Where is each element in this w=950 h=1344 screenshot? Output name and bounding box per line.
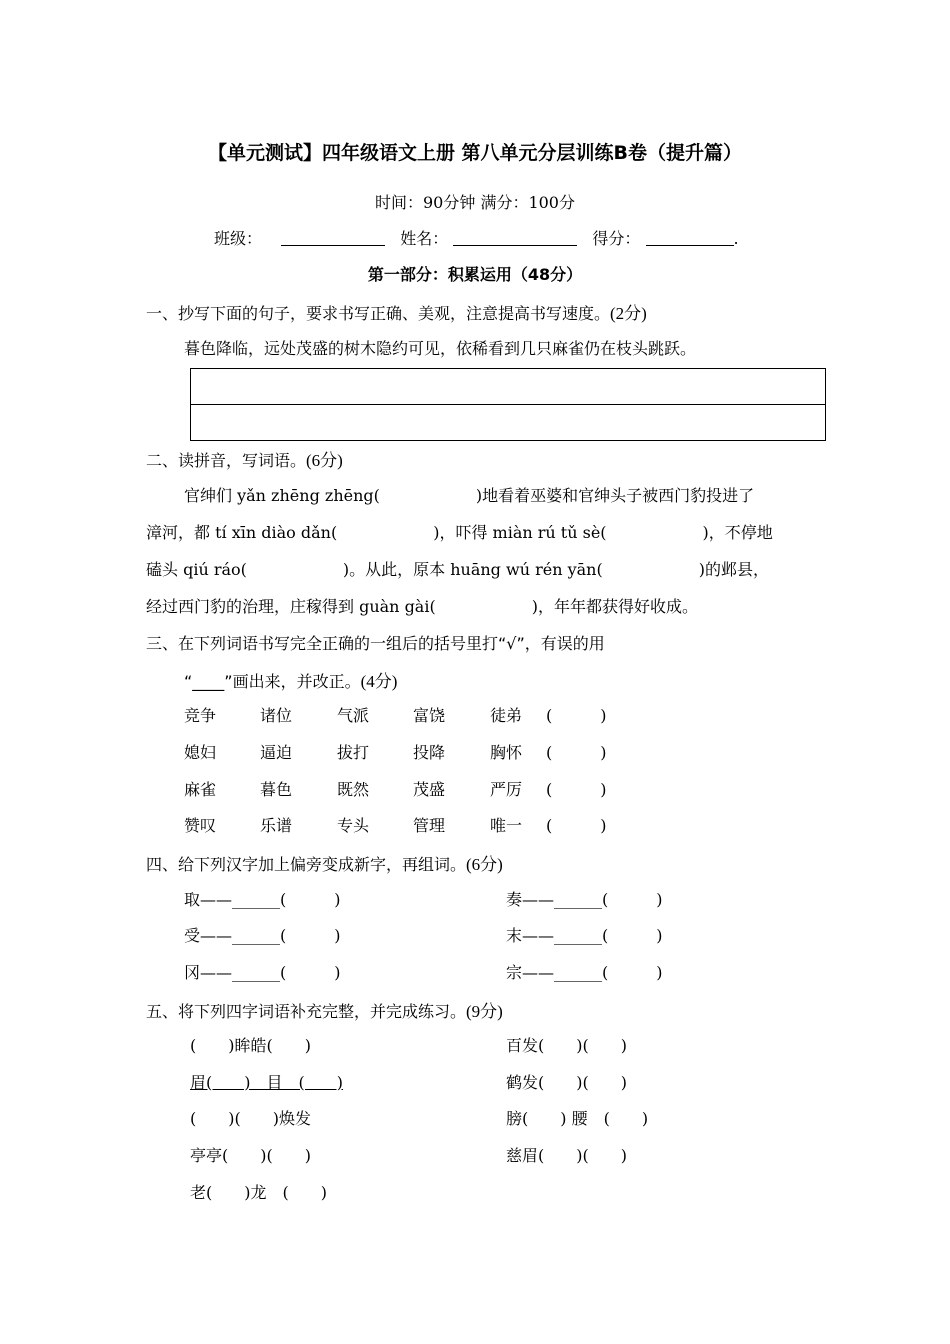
q3-word: 麻雀 xyxy=(184,780,217,799)
q2-line: 经过西门豹的治理，庄稼得到 guàn gài( )，年年都获得好收成。 xyxy=(146,597,698,616)
question-3-cont xyxy=(184,667,397,692)
score-blank[interactable] xyxy=(646,229,734,246)
q3-word: 茂盛 xyxy=(413,780,446,799)
q2-line: 磕头 qiú ráo( )。从此，原本 huāng wú rén yān( )的邺县， xyxy=(146,560,769,579)
q3-word: 胸怀 xyxy=(490,743,523,762)
q3-word: 逼迫 xyxy=(260,743,293,762)
q3-word: 拔打 xyxy=(337,743,370,762)
question-1 xyxy=(146,299,647,324)
q4-item[interactable]: 取——______( ) xyxy=(184,890,341,909)
exam-meta: 时间：90分钟 满分：100分 xyxy=(375,193,575,212)
q1-sentence: 暮色降临，远处茂盛的树木隐约可见，依稀看到几只麻雀仍在枝头跳跃。 xyxy=(184,339,697,358)
class-label: 班级： xyxy=(214,229,263,248)
q4-points: (6分) xyxy=(466,855,503,874)
q3-word: 富饶 xyxy=(413,706,446,725)
q5-points: (9分) xyxy=(466,1002,503,1021)
class-blank[interactable] xyxy=(281,229,385,246)
q4-item[interactable]: 冈——______( ) xyxy=(184,963,341,982)
q4-item[interactable]: 宗——______( ) xyxy=(506,963,663,982)
student-info xyxy=(214,226,739,249)
score-label: 得分： xyxy=(592,229,641,248)
page-title: 【单元测试】四年级语文上册 第八单元分层训练B卷（提升篇） xyxy=(207,142,743,164)
q2-line: 官绅们 yǎn zhēng zhēng( )地看着巫婆和官绅头子被西门豹投进了 xyxy=(184,486,755,505)
question-3: 三、在下列词语书写完全正确的一组后的括号里打“√”，有误的用 xyxy=(146,634,605,653)
q4-prompt: 四、给下列汉字加上偏旁变成新字，再组词。 xyxy=(146,855,467,874)
q2-line: 漳河，都 tí xīn diào dǎn( )，吓得 miàn rú tǔ sè( )，不停地 xyxy=(146,523,773,542)
q3-answer-bracket[interactable]: ( ) xyxy=(546,816,607,835)
q3-word: 专头 xyxy=(337,816,370,835)
q5-item[interactable]: 慈眉( )( ) xyxy=(506,1146,627,1165)
q2-prompt: 二、读拼音，写词语。 xyxy=(146,451,307,470)
q3-answer-bracket[interactable]: ( ) xyxy=(546,780,607,799)
name-label: 姓名： xyxy=(400,229,449,248)
q4-item[interactable]: 末——______( ) xyxy=(506,926,663,945)
q3-points: (4分) xyxy=(360,672,398,691)
q5-prompt: 五、将下列四字词语补充完整，并完成练习。 xyxy=(146,1002,467,1021)
info-end: . xyxy=(733,229,739,248)
part-one-heading: 第一部分：积累运用（48分） xyxy=(367,265,583,284)
q3-answer-bracket[interactable]: ( ) xyxy=(546,743,607,762)
q3-word: 媳妇 xyxy=(184,743,217,762)
q5-item[interactable]: ( )( )焕发 xyxy=(190,1109,311,1128)
q5-item-underlined[interactable]: 眉( ) 目 ( ) xyxy=(190,1073,343,1092)
q3-answer-bracket[interactable]: ( ) xyxy=(546,706,607,725)
q5-item[interactable]: 膀( ) 腰 ( ) xyxy=(506,1109,649,1128)
q5-item[interactable]: 百发( )( ) xyxy=(506,1036,627,1055)
copy-line-2[interactable] xyxy=(191,404,825,440)
copy-box[interactable] xyxy=(190,368,826,441)
name-blank[interactable] xyxy=(453,229,577,246)
question-2 xyxy=(146,446,343,471)
q3-word: 乐谱 xyxy=(260,816,293,835)
q3-word: 徒弟 xyxy=(490,706,523,725)
q3-word: 唯一 xyxy=(490,816,523,835)
q1-points: (2分) xyxy=(610,304,647,323)
q3-prompt-2: “____”画出来，并改正。 xyxy=(184,672,361,691)
q3-word: 既然 xyxy=(337,780,370,799)
question-5 xyxy=(146,997,503,1022)
question-4 xyxy=(146,850,503,875)
q1-prompt: 一、抄写下面的句子，要求书写正确、美观，注意提高书写速度。 xyxy=(146,304,611,323)
q3-word: 竞争 xyxy=(184,706,217,725)
q3-word: 管理 xyxy=(413,816,446,835)
q3-word: 严厉 xyxy=(490,780,523,799)
copy-line-1[interactable] xyxy=(191,369,825,404)
q3-word: 暮色 xyxy=(260,780,293,799)
q4-item[interactable]: 奏——______( ) xyxy=(506,890,663,909)
q3-word: 气派 xyxy=(337,706,370,725)
q5-item[interactable]: ( )眸皓( ) xyxy=(190,1036,311,1055)
q2-points: (6分) xyxy=(306,451,343,470)
q5-item[interactable]: 鹤发( )( ) xyxy=(506,1073,627,1092)
q4-item[interactable]: 受——______( ) xyxy=(184,926,341,945)
q3-word: 投降 xyxy=(413,743,446,762)
q3-word: 赞叹 xyxy=(184,816,217,835)
q5-item[interactable]: 亭亭( )( ) xyxy=(190,1146,311,1165)
q5-item[interactable]: 老( )龙 ( ) xyxy=(190,1183,327,1202)
q3-word: 诸位 xyxy=(260,706,293,725)
